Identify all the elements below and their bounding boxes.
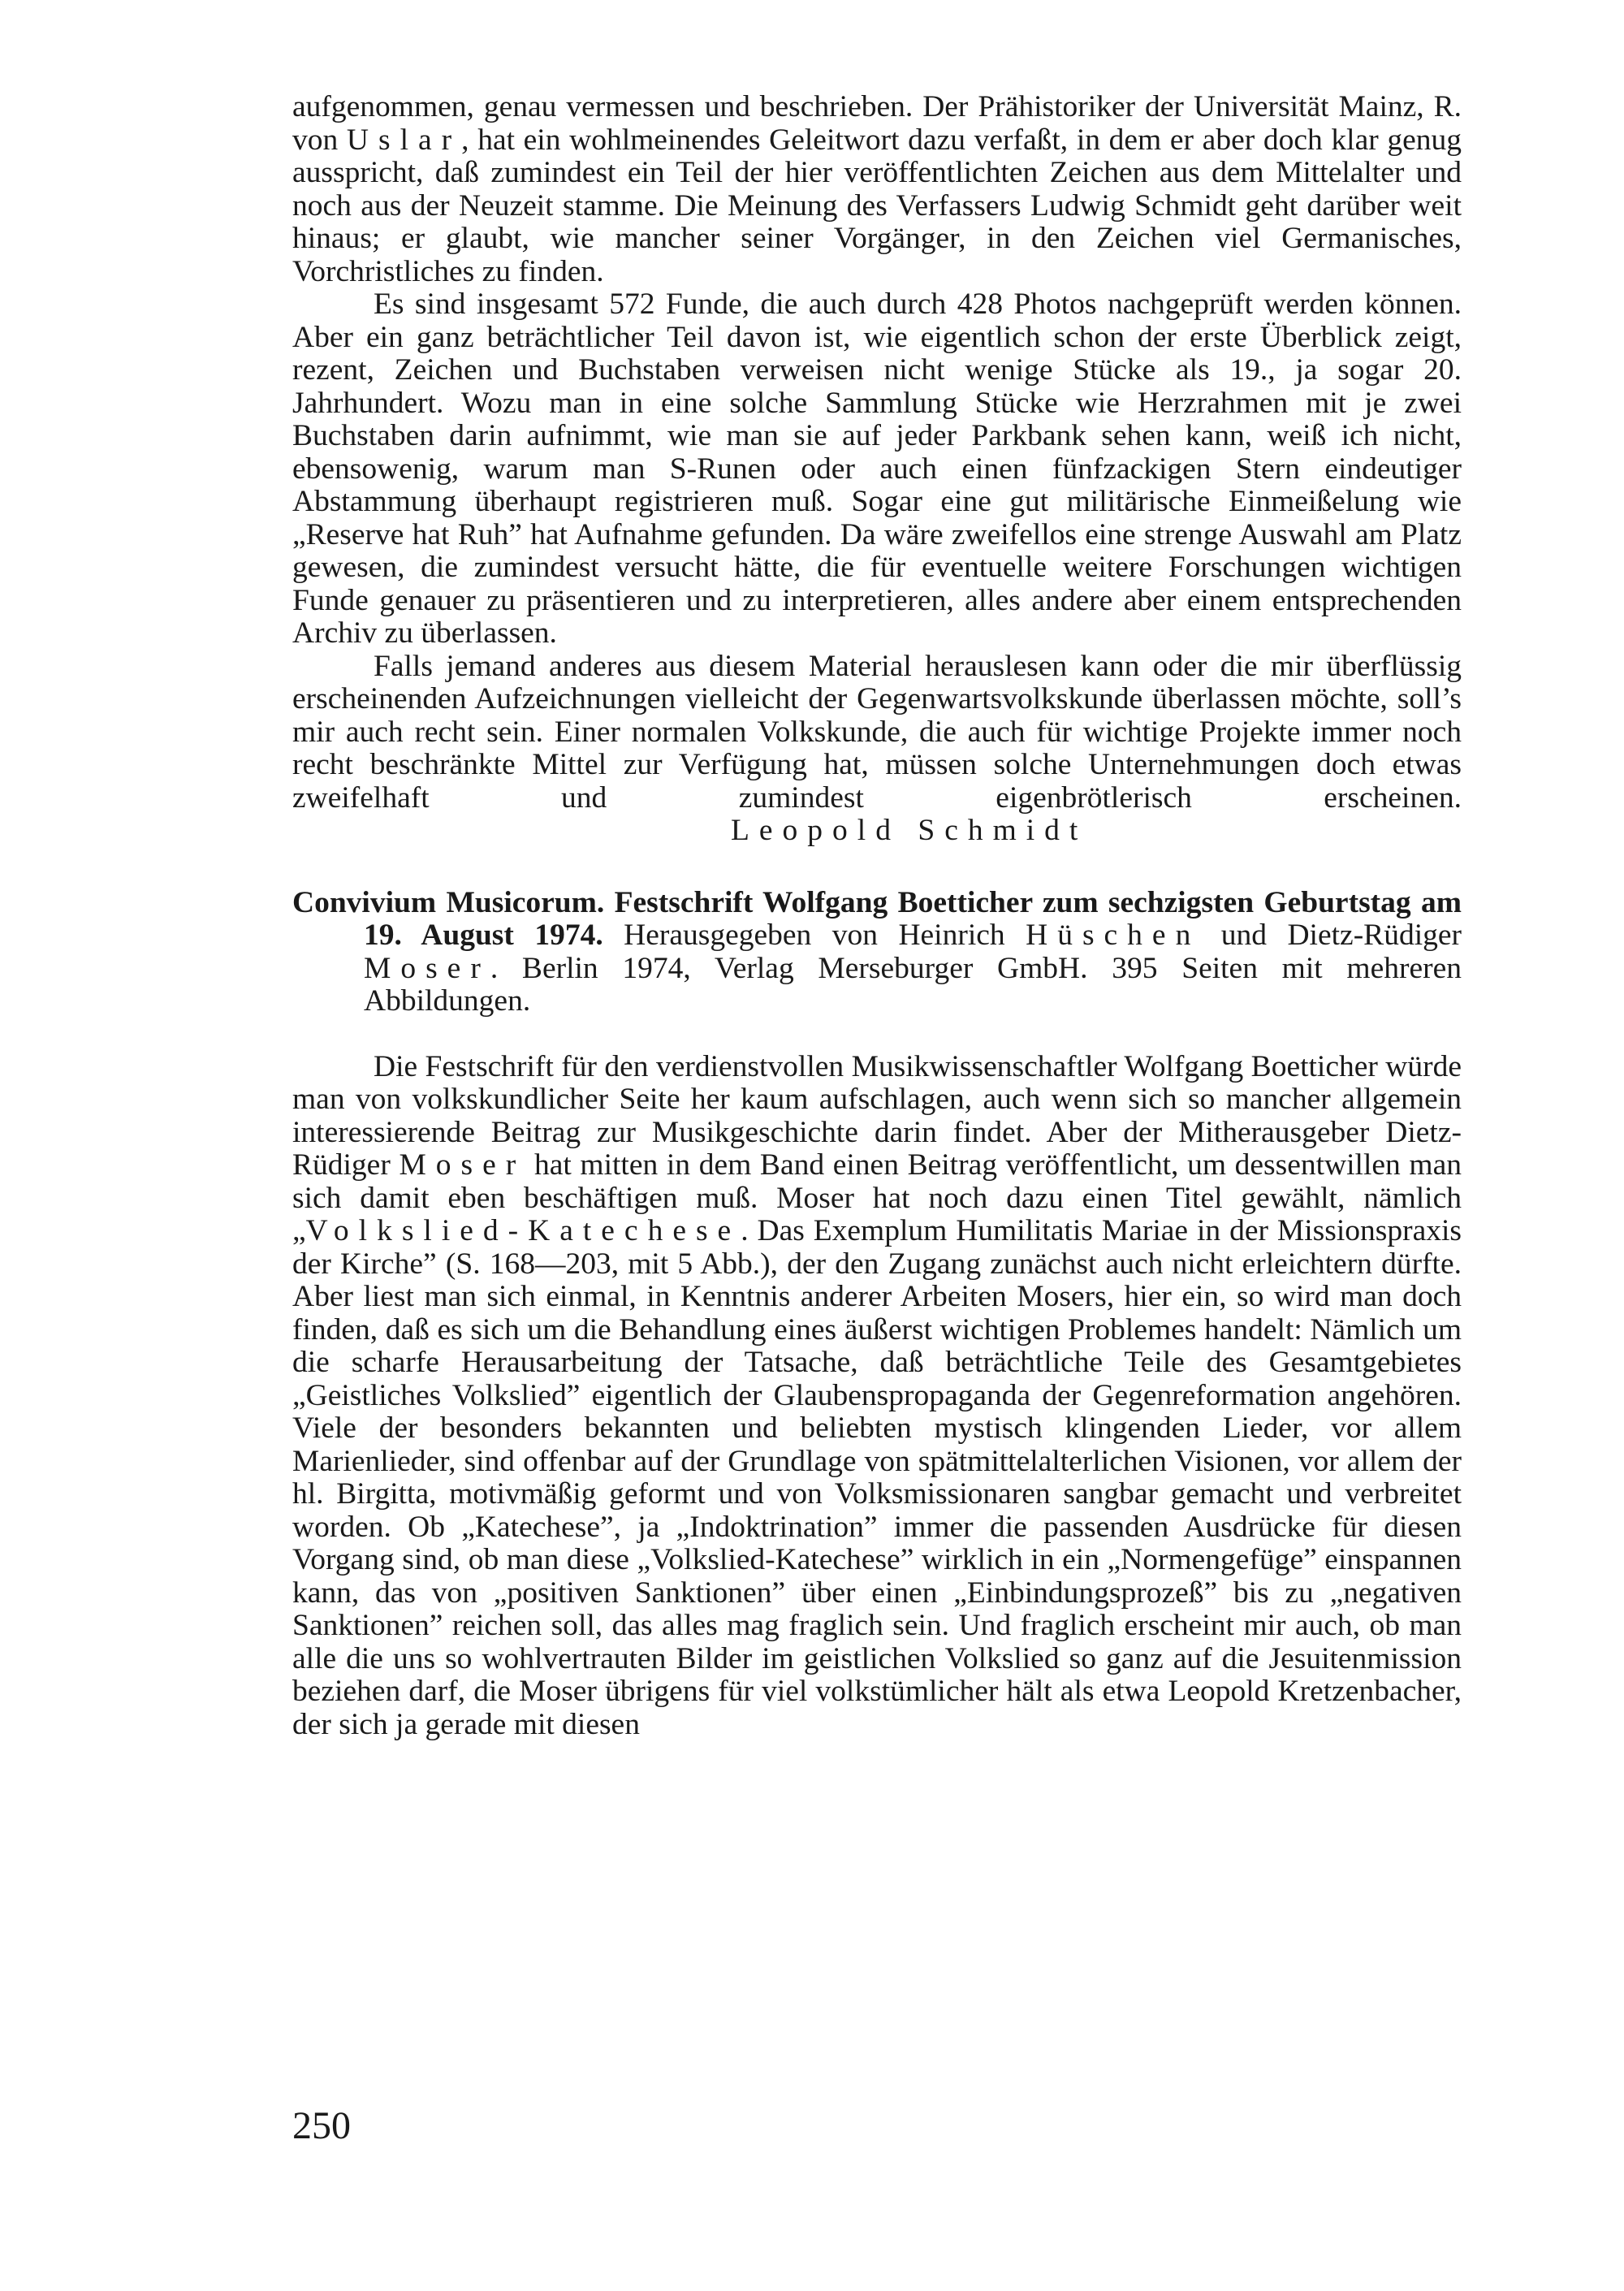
author-name-spaced: Uslar xyxy=(346,123,462,157)
review1-paragraph-1: aufgenommen, genau vermessen und beschrieben. Der Prähistoriker der Universität Mainz, R. von Uslar, hat ein wohlmeinendes Geleitwort dazu verfaßt, in dem er aber doch klar genug ausspricht, daß zumindest ein Teil der hier veröffentlichten Zeichen aus dem Mittelalter und noch aus der Neuzeit stamme. Die Meinung des Verfassers Ludwig Schmidt geht darüber weit hinaus; er glaubt, wie mancher seiner Vorgänger, in den Zeichen viel Germanisches, Vorchristliches zu finden. xyxy=(292,90,1462,288)
book-title: Convivium Musicorum. Festschrift Wolfgang Boetticher zum sechzigsten Geburtstag am 19. August 1974. xyxy=(292,885,1462,952)
review2-heading: Convivium Musicorum. Festschrift Wolfgang Boetticher zum sechzigsten Geburtstag am 19. August 1974. Herausgegeben von Heinrich Hüschen und Dietz-Rüdiger Moser. Berlin 1974, Verlag Merseburger GmbH. 395 Seiten mit mehreren Abbildungen. xyxy=(292,885,1462,1018)
page-body xyxy=(292,91,1462,1741)
editor-name-1: Hüschen xyxy=(1026,919,1201,952)
review1-paragraph-2: Es sind insgesamt 572 Funde, die auch durch 428 Photos nachgeprüft werden können. Aber ein ganz beträchtlicher Teil davon ist, wie eigentlich schon der erste Überblick zeigt, rezent, Zeichen und Buchstaben verweisen nicht wenige Stücke als 19., ja sogar 20. Jahrhundert. Wozu man in eine solche Sammlung Stücke wie Herzrahmen mit je zwei Buchstaben darin aufnimmt, wie man sie auf jeder Parkbank sehen kann, weiß ich nicht, ebensowenig, warum man S-Runen oder auch einen fünfzackigen Stern eindeutiger Abstammung überhaupt registrieren muß. Sogar eine gut militärische Einmeißelung wie „Reserve hat Ruh” hat Aufnahme gefunden. Da wäre zweifellos eine strenge Auswahl am Platz gewesen, die zumindest versucht hätte, die für eventuelle weitere Forschungen wichtigen Funde genauer zu präsentieren und zu interpretieren, alles andere aber einem entsprechenden Archiv zu überlassen. xyxy=(292,287,1462,650)
review2-paragraph-1: Die Festschrift für den verdienstvollen Musikwissenschaftler Wolfgang Boetticher würde man von volkskundlicher Seite her kaum aufschlagen, auch wenn sich so mancher allgemein interessierende Beitrag zur Musikgeschichte darin findet. Aber der Mitherausgeber Dietz-Rüdiger Moser hat mitten in dem Band einen Beitrag veröffentlicht, um dessentwillen man sich damit eben beschäftigen muß. Moser hat noch dazu einen Titel gewählt, nämlich „Volkslied-Katechese. Das Exemplum Humilitatis Mariae in der Missionspraxis der Kirche” (S. 168—203, mit 5 Abb.), der den Zugang zunächst auch nicht erleichtern dürfte. Aber liest man sich einmal, in Kenntnis anderer Arbeiten Mosers, hier ein, so wird man doch finden, daß es sich um die Behandlung eines äußerst wichtigen Problemes handelt: Nämlich um die scharfe Herausarbeitung der Tatsache, daß beträchtliche Teile des Gesamtgebietes „Geistliches Volkslied” eigentlich der Glaubenspropaganda der Gegenreformation angehören. Viele der besonders bekannten und beliebten mystisch klingenden Lieder, vor allem Marienlieder, sind offenbar auf der Grundlage von spätmittelalterlichen Visionen, vor allem der hl. Birgitta, motivmäßig geformt und von Volksmissionaren sangbar gemacht und verbreitet worden. Ob „Katechese”, ja „Indoktrination” immer die passenden Ausdrücke für diesen Vorgang sind, ob man diese „Volkslied-Katechese” wirklich in ein „Normengefüge” einspannen kann, das von „positiven Sanktionen” über einen „Einbindungsprozeß” bis zu „negativen Sanktionen” reichen soll, das alles mag fraglich sein. Und fraglich erscheint mir auch, ob man alle die uns so wohlvertrauten Bilder im geistlichen Volkslied so ganz auf die Jesuitenmission beziehen darf, die Moser übrigens für viel volkstümlicher hält als etwa Leopold Kretzenbacher, der sich ja gerade mit diesen xyxy=(292,1049,1462,1741)
review1-paragraph-3: Falls jemand anderes aus diesem Material herauslesen kann oder die mir überflüssig erscheinenden Aufzeichnungen vielleicht der Gegenwartsvolkskunde überlassen möchte, soll’s mir auch recht sein. Einer normalen Volkskunde, die auch für wichtige Projekte immer noch recht beschränkte Mittel zur Verfügung hat, müssen solche Unternehmungen doch etwas zweifelhaft und zumindest eigenbrötlerisch erscheinen.Leopold Schmidt xyxy=(292,649,1462,847)
author-name-spaced: Moser xyxy=(399,1148,526,1182)
page-number: 250 xyxy=(292,2104,351,2147)
editor-name-2: Moser xyxy=(364,951,490,985)
reviewer-signature: Leopold Schmidt xyxy=(731,814,1088,847)
article-title-spaced: Volkslied-Katechese xyxy=(305,1214,741,1247)
